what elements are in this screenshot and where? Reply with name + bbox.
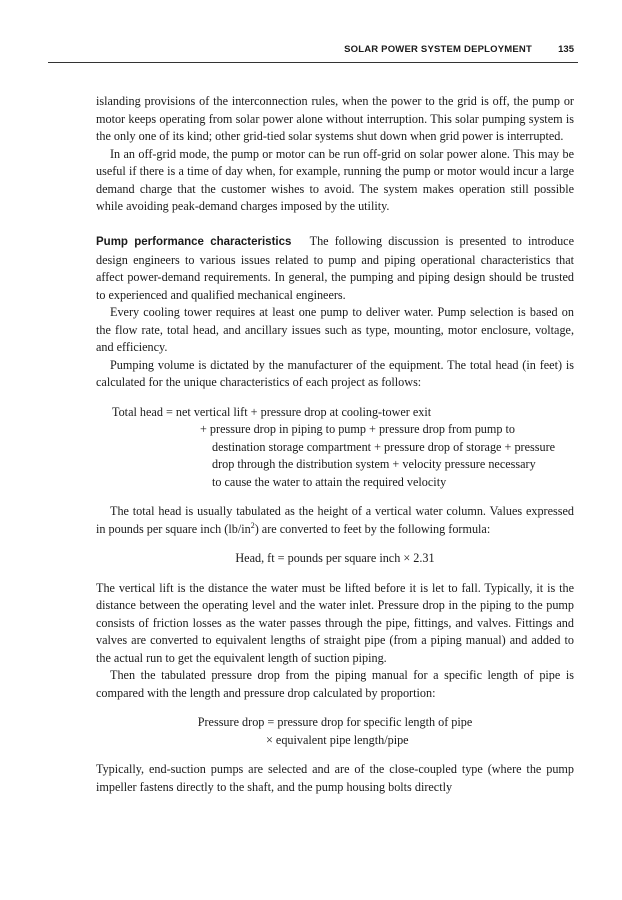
total-head-formula — [112, 404, 574, 492]
pressure-drop-formula-line-1: Pressure drop = pressure drop for specific length of pipe — [197, 715, 473, 729]
head-formula: Head, ft = pounds per square inch × 2.31 — [235, 551, 435, 565]
page-number: 135 — [558, 44, 574, 55]
running-header — [48, 42, 578, 63]
paragraph: Typically, end-suction pumps are selected and are of the close-coupled type (where the pump impeller fastens directly to the shaft, and the pump housing bolts directly — [96, 762, 574, 794]
pressure-drop-formula-line-2: × equivalent pipe length/pipe — [266, 732, 409, 747]
paragraph: Then the tabulated pressure drop from the piping manual for a specific length of pipe is compared with the length and pressure drop calculated by proportion: — [96, 668, 574, 700]
paragraph: The vertical lift is the distance the water must be lifted before it is let to fall. Typically, it is the distance between the operating level and the water inlet. Pressure drop in the piping to the pump consists of friction losses as the water passes through the pipe, fittings, and valves. Fittings and valves are converted to equivalent lengths of straight pipe (from a piping manual) and added to the actual run to get the equivalent length of suction piping. — [96, 580, 574, 665]
body-text — [96, 93, 574, 796]
paragraph: islanding provisions of the interconnection rules, when the power to the grid is off, the pump or motor keeps operating from solar power alone without interruption. This solar pumping system is the only one of its kind; other grid-tied solar systems shut down when grid power is interrupted. — [96, 94, 574, 143]
section-heading: Pump performance characteristics — [96, 236, 292, 248]
section-paragraph — [96, 233, 574, 304]
formula-line: to cause the water to attain the required velocity — [212, 474, 447, 489]
paragraph-text: The following discussion is presented to introduce design engineers to various issues related to pump and piping operational characteristics that affect power-demand requirements. In general, the pumping and piping design should be trusted to experienced and qualified mechanical engineers. — [96, 234, 574, 302]
paragraph: Every cooling tower requires at least one pump to deliver water. Pump selection is based on the flow rate, total head, and ancillary issues such as type, mounting, motor enclosure, voltage, and efficiency. — [96, 305, 574, 354]
formula-line: drop through the distribution system + velocity pressure necessary — [212, 457, 536, 471]
formula-line: + pressure drop in piping to pump + pressure drop from pump to — [200, 422, 516, 436]
paragraph: The total head is usually tabulated as the height of a vertical water column. Values expressed in pounds per square inch $(lb/in^2)$ are converted to feet by the following formula: — [96, 504, 574, 536]
paragraph: In an off-grid mode, the pump or motor can be run off-grid on solar power alone. This may be useful if there is a time of day when, for example, running the pump or motor would incur a large demand charge that the customer wishes to avoid. The system makes operation still possible while avoiding peak-demand charges imposed by the utility. — [96, 146, 574, 213]
header-title: SOLAR POWER SYSTEM DEPLOYMENT — [344, 44, 532, 55]
formula-line: Total head = net vertical lift + pressure drop at cooling-tower exit — [112, 404, 432, 419]
formula-line: destination storage compartment + pressure drop of storage + pressure — [212, 439, 556, 454]
superscript: 2 — [250, 520, 255, 530]
paragraph: Pumping volume is dictated by the manufacturer of the equipment. The total head (in feet) is calculated for the unique characteristics of each project as follows: — [96, 357, 574, 389]
